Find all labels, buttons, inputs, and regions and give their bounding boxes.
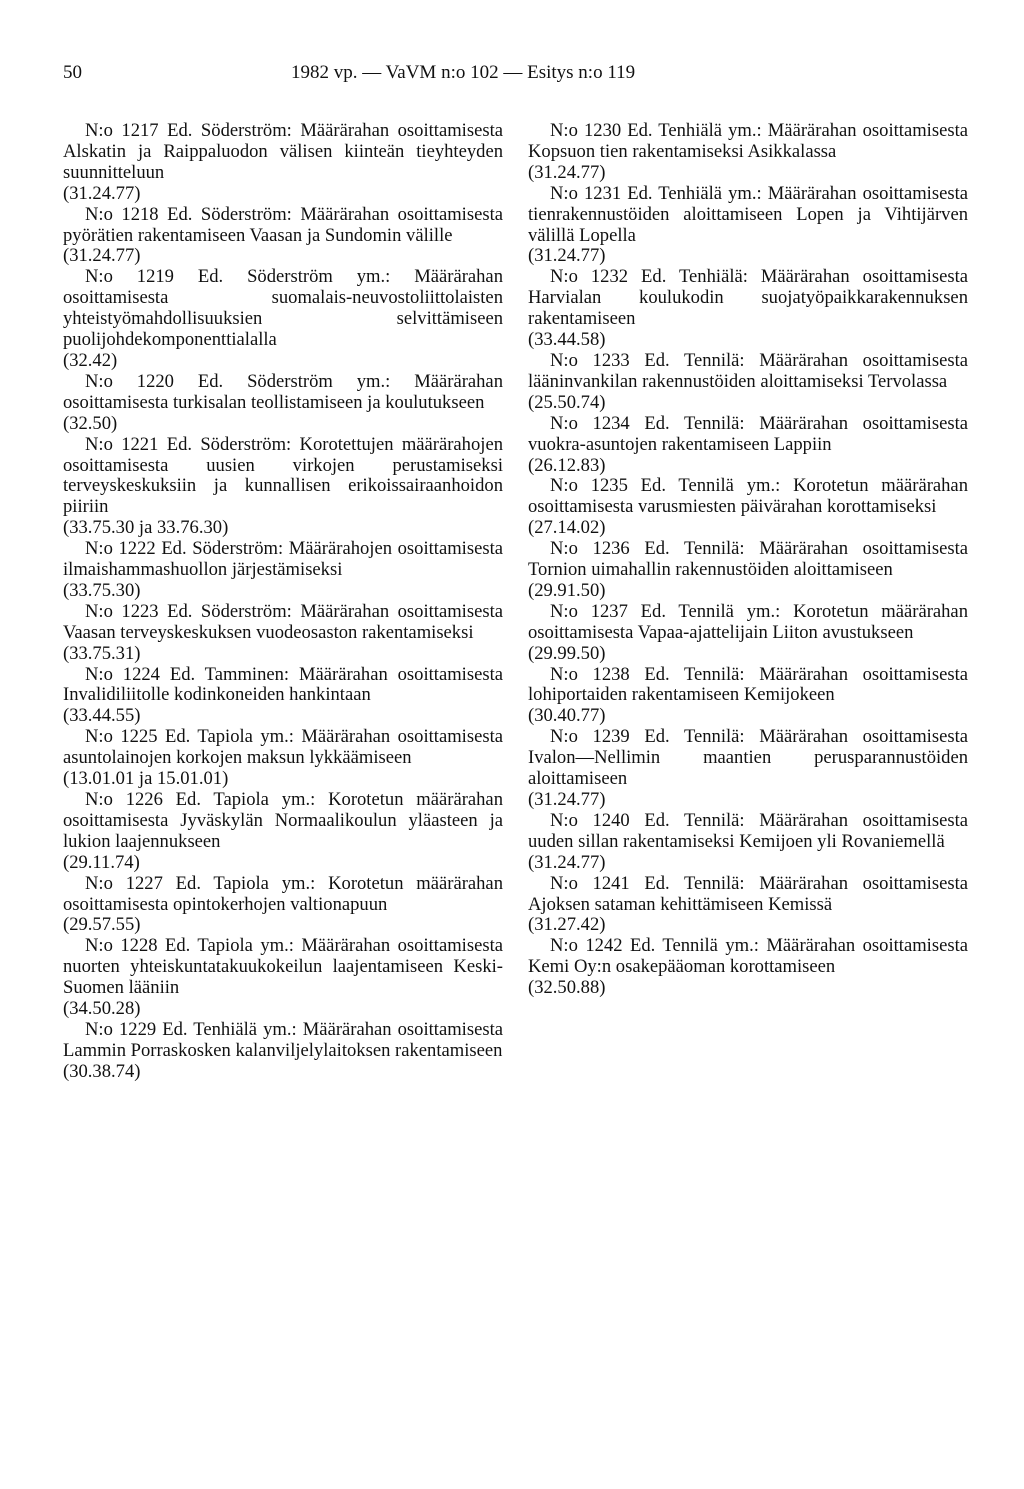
motion-entry: [63, 539, 503, 602]
motion-entry: [63, 874, 503, 937]
motion-entry: [63, 435, 503, 540]
budget-code: (30.40.77): [528, 705, 606, 727]
budget-code: (29.91.50): [528, 579, 606, 601]
motion-entry: [63, 665, 503, 728]
budget-code: (13.01.01 ja 15.01.01): [63, 768, 229, 790]
motion-entry: [528, 602, 968, 665]
budget-code: (33.75.30): [63, 579, 141, 601]
motion-text: N:o 1225 Ed. Tapiola ym.: Määrärahan osoittamisesta asuntolainojen korkojen maksun lykkäämiseen: [63, 726, 503, 769]
motion-entry: [528, 121, 968, 184]
motion-entry: [528, 727, 968, 811]
budget-code: (31.24.77): [528, 789, 606, 810]
running-title: 1982 vp. — VaVM n:o 102 — Esitys n:o 119: [291, 62, 636, 83]
budget-code: (29.99.50): [528, 642, 606, 664]
motion-text: N:o 1219 Ed. Söderström ym.: Määrärahan osoittamisesta suomalais-neuvostoliittolaisten yhteistyömahdollisuuksien selvittämiseen puolijohdekomponenttialalla: [63, 266, 503, 351]
motion-text: N:o 1221 Ed. Söderström: Korotettujen määrärahojen osoittamisesta uusien virkojen perustamiseksi terveyskeskuksiin ja kunnallisen erikoissairaanhoidon piiriin: [63, 433, 503, 518]
budget-code: (33.44.58): [528, 329, 606, 351]
motion-text: N:o 1224 Ed. Tamminen: Määrärahan osoittamisesta Invalidiliitolle kodinkoneiden hankintaan: [63, 663, 503, 706]
motion-text: N:o 1231 Ed. Tenhiälä ym.: Määrärahan osoittamisesta tienrakennustöiden aloittamiseen Lopen ja Vihtijärven välillä Lopella: [528, 182, 968, 246]
budget-code: (31.24.77): [528, 851, 606, 873]
motion-entry: [528, 874, 968, 937]
budget-code: (29.57.55): [63, 914, 141, 936]
page-number: 50: [63, 62, 82, 83]
motion-text: N:o 1239 Ed. Tennilä: Määrärahan osoittamisesta Ivalon—Nellimin maantien perusparannustöiden aloittamiseen: [528, 726, 968, 790]
budget-code: (33.44.55): [63, 705, 141, 727]
motion-entry: [528, 184, 968, 268]
budget-code: (27.14.02): [528, 517, 606, 539]
motion-text: N:o 1226 Ed. Tapiola ym.: Korotetun määrärahan osoittamisesta Jyväskylän Normaalikoulun yläasteen ja lukion laajennukseen: [63, 789, 503, 852]
budget-code: (31.24.77): [528, 161, 606, 183]
left-column: [63, 121, 503, 1083]
budget-code: (32.50.88): [528, 977, 606, 999]
page-header: [63, 62, 961, 90]
budget-code: (33.75.31): [63, 642, 141, 664]
motion-text: N:o 1234 Ed. Tennilä: Määrärahan osoittamisesta vuokra-asuntojen rakentamiseen Lappiin: [528, 412, 968, 455]
motion-entry: [528, 414, 968, 477]
motion-text: N:o 1230 Ed. Tenhiälä ym.: Määrärahan osoittamisesta Kopsuon tien rakentamiseksi Asikkalassa: [528, 120, 968, 162]
motion-text: N:o 1235 Ed. Tennilä ym.: Korotetun määrärahan osoittamisesta varusmiesten päivärahan korottamiseksi: [528, 475, 968, 518]
motion-entry: [528, 665, 968, 728]
motion-entry: [528, 811, 968, 874]
budget-code: (31.24.77): [63, 182, 141, 204]
motion-text: N:o 1240 Ed. Tennilä: Määrärahan osoittamisesta uuden sillan rakentamiseksi Kemijoen yli Rovaniemellä: [528, 809, 968, 852]
motion-entry: [528, 476, 968, 539]
motion-text: N:o 1233 Ed. Tennilä: Määrärahan osoittamisesta lääninvankilan rakennustöiden aloittamiseksi Tervolassa: [528, 349, 968, 392]
budget-code: (34.50.28): [63, 998, 141, 1020]
motion-text: N:o 1218 Ed. Söderström: Määrärahan osoittamisesta pyörätien rakentamiseen Vaasan ja Sundomin välille: [63, 203, 503, 246]
motion-text: N:o 1241 Ed. Tennilä: Määrärahan osoittamisesta Ajoksen sataman kehittämiseen Kemissä: [528, 872, 968, 915]
motion-text: N:o 1232 Ed. Tenhiälä: Määrärahan osoittamisesta Harvialan koulukodin suojatyöpaikkarakennuksen rakentamiseen: [528, 266, 968, 330]
motion-text: N:o 1228 Ed. Tapiola ym.: Määrärahan osoittamisesta nuorten yhteiskuntatakuukokeilun laajentamiseen Keski-Suomen lääniin: [63, 935, 503, 999]
budget-code: (26.12.83): [528, 454, 606, 476]
motion-text: N:o 1223 Ed. Söderström: Määrärahan osoittamisesta Vaasan terveyskeskuksen vuodeosaston rakentamiseksi: [63, 600, 503, 643]
motion-text: N:o 1242 Ed. Tennilä ym.: Määrärahan osoittamisesta Kemi Oy:n osakepääoman korottamiseen: [528, 935, 968, 978]
motion-entry: [63, 267, 503, 372]
motion-text: N:o 1229 Ed. Tenhiälä ym.: Määrärahan osoittamisesta Lammin Porraskosken kalanviljelylaitoksen rakentamiseen: [63, 1018, 503, 1061]
motion-text: N:o 1217 Ed. Söderström: Määrärahan osoittamisesta Alskatin ja Raippaluodon välisen kiinteän tieyhteyden suunnitteluun: [63, 120, 503, 183]
motion-text: N:o 1222 Ed. Söderström: Määrärahojen osoittamisesta ilmaishammashuollon järjestämiseksi: [63, 538, 503, 581]
motion-entry: [63, 602, 503, 665]
motion-entry: [528, 351, 968, 414]
budget-code: (29.11.74): [63, 851, 140, 873]
motion-text: N:o 1220 Ed. Söderström ym.: Määrärahan osoittamisesta turkisalan teollistamiseen ja koulutukseen: [63, 370, 503, 413]
motion-entry: [528, 267, 968, 351]
budget-code: (25.50.74): [528, 391, 606, 413]
motion-text: N:o 1236 Ed. Tennilä: Määrärahan osoittamisesta Tornion uimahallin rakennustöiden aloittamiseen: [528, 538, 968, 581]
budget-code: (32.50): [63, 412, 118, 434]
right-column: [528, 121, 968, 999]
budget-code: (32.42): [63, 349, 118, 371]
motion-entry: [63, 1020, 503, 1083]
motion-text: N:o 1238 Ed. Tennilä: Määrärahan osoittamisesta lohiportaiden rakentamiseen Kemijokeen: [528, 663, 968, 706]
motion-entry: [63, 372, 503, 435]
budget-code: (31.24.77): [528, 245, 606, 267]
motion-entry: [63, 205, 503, 268]
motion-entry: [528, 936, 968, 999]
budget-code: (31.27.42): [528, 914, 606, 936]
motion-text: N:o 1227 Ed. Tapiola ym.: Korotetun määrärahan osoittamisesta opintokerhojen valtionapuun: [63, 872, 503, 915]
motion-text: N:o 1237 Ed. Tennilä ym.: Korotetun määrärahan osoittamisesta Vapaa-ajattelijain Liiton avustukseen: [528, 600, 968, 643]
budget-code: (33.75.30 ja 33.76.30): [63, 517, 229, 539]
budget-code: (31.24.77): [63, 245, 141, 267]
motion-entry: [63, 936, 503, 1020]
motion-entry: [63, 727, 503, 790]
motion-entry: [63, 790, 503, 874]
motion-entry: [528, 539, 968, 602]
budget-code: (30.38.74): [63, 1060, 141, 1082]
motion-entry: [63, 121, 503, 205]
